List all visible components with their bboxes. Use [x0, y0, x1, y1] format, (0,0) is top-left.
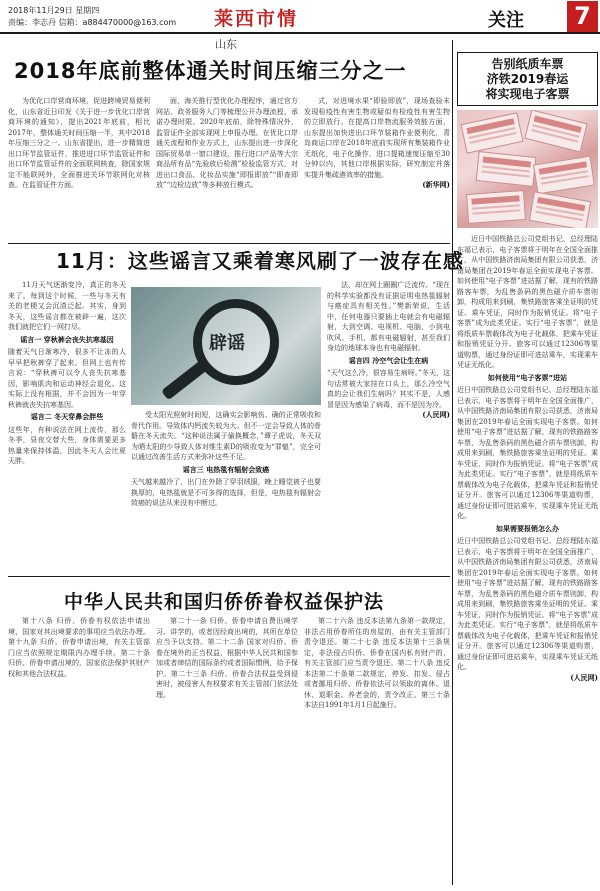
article1-column-2: 面，海关推行型优化办理程序，通过官方网站、政务服务入门等梳理公开办理流程，承诺办理时限。2020年底前，除特殊情况外，监管证件全部实现网上申报办理。在优化口岸通关流程和作业方式上，山东提出进一步深化国际贸易单一窗口建设，推行进口产品等大宗商品所有品“先验放后检测”检验监管方式，对进出口食品、化妆品实施“即报即放”“即查即放”“边检边放”等多种放行模式。 — [156, 97, 298, 189]
article2-column-1: 11月天气逐渐变冷，真正的冬天来了。每到这个时候，一些与冬天有关的老梗又会沉渣泛起。其实，身到冬天，这些谣言都在被辟一遍，这次我们就把它们一网打尽。 谣言一 穿秋裤会丧失抗寒基因 随着天气日渐寒冷，很多不让冻的人早早把秋裤穿了起来。但网上也有传言说：“穿秋裤可以令人丧失抗寒基因，影响肌肉和运动神经会退化。这实际上没有根据，并不会因为一年穿秋裤就丧失抗寒基因。 谣言二 冬天穿鼻会胖些 这些年，有种说法在网上流传，那么冬季，昼夜交替大些，身体需要更多热量来保持体温，因此冬天人会比夏天胖。 — [8, 281, 126, 465]
article1-column-3: 式，对进境水果“即验即放”，现场查验未发现检疫性有害生物或疑似有检疫性有害生物的立即放行。在提高口岸物流服务效能方面，山东提出加快进出口环节装箱作业便利化，青岛商运口岸在2018年底前实现所有集装箱作业无纸化，电子化操作，进口提箱速度压缩至30分钟以内，其他口岸根据实际，研究制定并落实提升集疏港效率的措施。 (新华网) — [304, 97, 450, 189]
sidebar-subhead: 如果需要报销怎么办 — [496, 524, 559, 533]
article2-subhead: 谣言二 冬天穿鼻会胖些 — [30, 413, 104, 421]
article2-subhead: 谣言一 穿秋裤会丧失抗寒基因 — [20, 335, 114, 344]
article2-column-3: 法，却在网上圈圈广泛流传。“现在的科学实验都没有证据证明电热毯辐射与癌症具有相关性。”樊新荣说，生活中，任何电器只要插上电就会有电磁辐射，大到空调、电视机、电脑，小到电吹风、手机，都有电磁辐射，甚至我们身边的地球本身也有电磁辐射。 谣言四 冷空气会让生在病 “天气这么冷，很容易生病呀。”冬天，这句话常被大家挂在口头上，那么冷空气真的会让我们生病吗？其实不是，人感冒是因为感染了病毒，而不是因为冷。 (人民网) — [327, 281, 450, 419]
article2-column-2: 受太阳光照射时间短，这确实会影响伤、确的正常吸收和骨代作用。导致体内钙流失较为大。但不一定会导致人体的骨骼在冬天流失。“这种说法属于偷换概念，”谭子虎说，冬天双为晒太阳的少导致人体对维生素D的吸收变为“罪魁”，完全可以通过改善生活方式来弥补这些不足。 谣言三 电热毯有辐射会致癌 天气越来越冷了，出门在外除了穿羽绒服，晚上睡觉被子也要换厚的，电热毯就是不可多得的选择，但是，电热毯有辐射会致癌的说法从来没有中断过。 — [131, 411, 321, 507]
ticket-shape — [524, 110, 588, 153]
article3-column-1: 第十八条 归侨、侨眷有权依法申请出境，国家对其出境要求的事项应当依法办理。第十九条 归侨、侨眷申请出境，有关主管部门应当依照规定期限内办理手续。第二十条 归侨、侨眷申请出境的，国家依法保护其财产权和其他合法权益。 — [8, 617, 150, 678]
page-header — [0, 0, 600, 34]
ticket-shape — [533, 156, 595, 195]
sidebar-source: (人民网) — [570, 672, 598, 682]
article2-subhead: 谣言四 冷空气会让生在病 — [348, 356, 429, 365]
train-ticket-photo — [457, 110, 598, 228]
article2-subhead: 谣言三 电热毯有辐射会致癌 — [182, 465, 270, 474]
article2-source: (人民网) — [422, 410, 450, 419]
editor-line: 责编：李志丹 信箱：a884470000@163.com — [8, 18, 177, 27]
issue-date: 2018年11月29日 星期四 — [8, 6, 100, 15]
article3-column-3: 第二十六条 违反本法第九条第一款规定，非法占用侨眷所住的房屋的，由有关主管部门责令退还。第二十七条 违反本法第十三条规定，非法侵占归侨、侨眷在国内私有财产的，有关主管部门应当责令退还。第二十八条 违反本法第二十条第二款规定，停发、扣发、侵占或者挪用归侨、侨眷依法可以领取的离休、退休、退职金、养老金的，责令改正。第三十条 本法自1991年1月1日起施行。 — [304, 617, 450, 709]
ticket-shape — [529, 191, 591, 228]
divider — [8, 243, 450, 244]
rumor-word: 辟谣 — [209, 333, 245, 354]
sidebar-subhead: 如何使用“电子客票”进站 — [487, 373, 568, 382]
column-divider — [452, 40, 453, 885]
ticket-shape — [476, 151, 537, 187]
article3-column-2: 第二十一条 归侨、侨眷申请自费出境学习、讲学的，或者因经商出境的，其所在单位应当予以支持。第二十二条 国家对归侨、侨眷在境外的正当权益，根据中华人民共和国参加或者缔结的国际条约或者国际惯例，给予保护。第二十三条 归侨、侨眷合法权益受到侵害时，被侵害人有权要求有关主管部门依法处理。 — [156, 617, 298, 699]
section-title: 关注 — [488, 10, 524, 31]
magnifier-handle — [161, 358, 211, 401]
ticket-shape — [461, 112, 524, 153]
article2-headline: 11月：这些谣言又乘着寒风刷了一波存在感 — [56, 249, 464, 273]
ticket-shape — [466, 190, 526, 224]
header-meta — [8, 5, 176, 29]
sidebar-body: 近日中国铁路总公司党组书记、总经理陆东福已表示，电子客票将于明年在全国全面推广，从中国铁路济南局集团有限公司获悉，济南局集团在2019年春运全面实现电子客票。如何使用“电子客票”进站据了解，现有的铁路路客车票，为乱售条码的黑色磁介质车票则卸，构成用来到刷，集铁路旅客乘坐证明的凭证。乘车凭证，同时作为报销凭证。将“电子客票”成为此类凭证。实行“电子客票”，就是将纸质车票载体改为电子化载体，把乘车凭证和报销凭证分开。旅客可以通过12306等渠道购票，通过身份证即可进站乘车，实现乘车凭证无纸化。 如何使用“电子客票”进站 近日中国铁路总公司党组书记、总经理陆东福已表示，电子客票将于明年在全国全面推广，从中国铁路济南局集团有限公司获悉，济南局集团在2019年春运全面实现电子客票。如何使用“电子客票”进站据了解，现有的铁路路客车票，为乱售条码的黑色磁介质车票则卸，构成用来到刷，集铁路旅客乘坐证明的凭证。乘车凭证，同时作为报销凭证。将“电子客票”成为此类凭证。实行“电子客票”，就是将纸质车票载体改为电子化载体，把乘车凭证和报销凭证分开。旅客可以通过12306等渠道购票，通过身份证即可进站乘车，实现乘车凭证无纸化。 如果需要报销怎么办 近日中国铁路总公司党组书记、总经理陆东福已表示，电子客票将于明年在全国全面推广，从中国铁路济南局集团有限公司获悉，济南局集团在2019年春运全面实现电子客票。如何使用“电子客票”进站据了解，现有的铁路路客车票，为乱售条码的黑色磁介质车票则卸，构成用来到刷，集铁路旅客乘坐证明的凭证。乘车凭证，同时作为报销凭证。将“电子客票”成为此类凭证。实行“电子客票”，就是将纸质车票载体改为电子化载体，把乘车凭证和报销凭证分开。旅客可以通过12306等渠道购票，通过身份证即可进站乘车，实现乘车凭证无纸化。 (人民网) — [457, 235, 598, 682]
divider — [8, 576, 450, 577]
newspaper-logo: 莱西市情 — [214, 8, 299, 30]
magnifier-image — [131, 287, 321, 405]
article1-kicker: 山东 — [215, 38, 237, 51]
article3-headline: 中华人民共和国归侨侨眷权益保护法 — [64, 591, 385, 613]
article1-headline: 2018年底前整体通关时间压缩三分之一 — [14, 59, 407, 83]
article1-source: (新华网) — [422, 180, 450, 189]
sidebar-headline: 告别纸质车票 济铁2019春运 将实现电子客票 — [457, 52, 598, 106]
article1-column-1: 为优化口岸营商环境，促进跨境贸易便利化，山东省近日印发《关于进一步优化口岸营商环境的通知》，提出2021年底前，相比2017年，整体通关时间压缩一半，其中2018年压缩三分之一。山东省提出，进一步精简进出口环节监管证件，推进进口环节监管证件和出口环节监管证件的全面联网核查，除国家规定不能联网外，全面推进关环节联网化对核查。在监管证件方面。 — [8, 97, 150, 189]
page-number: 7 — [567, 1, 598, 32]
